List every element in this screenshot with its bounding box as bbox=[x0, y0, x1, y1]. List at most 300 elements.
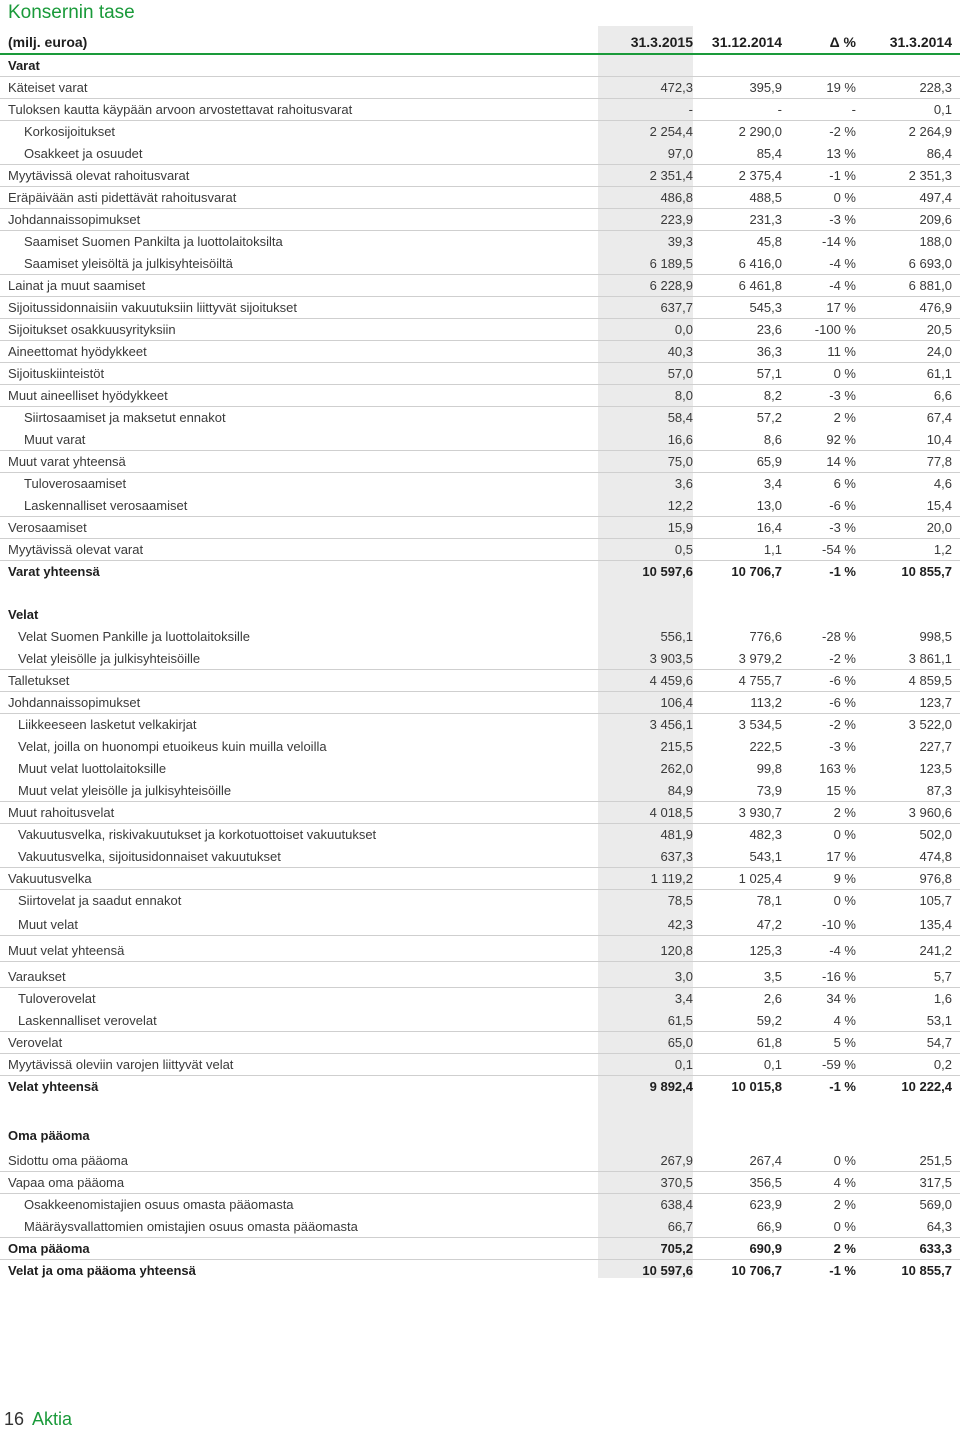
value-31-3-2014: 87,3 bbox=[926, 783, 952, 798]
value-31-12-2014: 3 534,5 bbox=[738, 717, 782, 732]
row-label: Velat yhteensä bbox=[8, 1079, 99, 1094]
value-change-pct: 0 % bbox=[833, 893, 856, 908]
table-row bbox=[0, 604, 960, 625]
value-31-3-2014: 569,0 bbox=[919, 1197, 952, 1212]
table-row bbox=[0, 99, 960, 121]
value-31-12-2014: 73,9 bbox=[756, 783, 782, 798]
value-31-3-2015: 637,7 bbox=[660, 300, 693, 315]
value-31-3-2015: 75,0 bbox=[667, 454, 693, 469]
value-31-3-2015: 3,4 bbox=[674, 991, 693, 1006]
table-row bbox=[0, 1054, 960, 1076]
value-31-3-2015: 215,5 bbox=[660, 739, 693, 754]
row-label: Myytävissä oleviin varojen liittyvät velat bbox=[8, 1057, 234, 1072]
table-row bbox=[0, 648, 960, 670]
row-label: Siirtosaamiset ja maksetut ennakot bbox=[24, 410, 226, 425]
value-31-3-2014: 64,3 bbox=[926, 1219, 952, 1234]
value-change-pct: 11 % bbox=[827, 344, 856, 359]
value-31-3-2015: 40,3 bbox=[667, 344, 693, 359]
value-change-pct: 17 % bbox=[826, 849, 856, 864]
row-label: Johdannaissopimukset bbox=[8, 695, 141, 710]
value-31-3-2014: 135,4 bbox=[919, 917, 952, 932]
row-label: Muut varat bbox=[24, 432, 86, 447]
value-31-3-2015: 39,3 bbox=[667, 234, 693, 249]
value-31-3-2015: 556,1 bbox=[660, 629, 693, 644]
value-31-3-2014: 476,9 bbox=[919, 300, 952, 315]
value-change-pct: 17 % bbox=[826, 300, 856, 315]
row-label: Velat Suomen Pankille ja luottolaitoksille bbox=[18, 629, 250, 644]
row-label: Liikkeeseen lasketut velkakirjat bbox=[18, 717, 197, 732]
value-31-3-2015: 0,5 bbox=[674, 542, 693, 557]
row-label: Sijoitukset osakkuusyrityksiin bbox=[8, 322, 176, 337]
table-row bbox=[0, 319, 960, 341]
header-unit-label: (milj. euroa) bbox=[8, 34, 88, 50]
value-31-12-2014: 356,5 bbox=[749, 1175, 782, 1190]
value-31-12-2014: 482,3 bbox=[749, 827, 782, 842]
value-31-12-2014: 623,9 bbox=[749, 1197, 782, 1212]
table-header bbox=[0, 30, 960, 54]
table-row bbox=[0, 824, 960, 845]
value-31-3-2014: 317,5 bbox=[919, 1175, 952, 1190]
value-31-12-2014: 66,9 bbox=[756, 1219, 782, 1234]
table-row bbox=[0, 473, 960, 494]
value-change-pct: -59 % bbox=[822, 1057, 856, 1072]
table-row bbox=[0, 714, 960, 735]
value-31-3-2014: 6 693,0 bbox=[908, 256, 952, 271]
value-31-12-2014: 222,5 bbox=[749, 739, 782, 754]
value-31-3-2014: 4 859,5 bbox=[908, 673, 952, 688]
value-31-3-2015: 1 119,2 bbox=[650, 871, 693, 886]
value-31-12-2014: 8,2 bbox=[763, 388, 782, 403]
value-change-pct: -1 % bbox=[829, 564, 856, 579]
row-label: Velat, joilla on huonompi etuoikeus kuin muilla veloilla bbox=[18, 739, 327, 754]
value-31-3-2015: 84,9 bbox=[667, 783, 693, 798]
table-row bbox=[0, 1076, 960, 1097]
table-row bbox=[0, 988, 960, 1009]
value-31-12-2014: 6 461,8 bbox=[738, 278, 782, 293]
value-31-3-2015: 267,9 bbox=[660, 1153, 693, 1168]
page-footer bbox=[4, 1406, 72, 1432]
value-change-pct: -6 % bbox=[829, 673, 856, 688]
value-31-3-2015: 2 254,4 bbox=[649, 124, 693, 139]
value-change-pct: -2 % bbox=[829, 651, 856, 666]
table-row bbox=[0, 253, 960, 275]
value-change-pct: 0 % bbox=[833, 1153, 856, 1168]
table-row bbox=[0, 1150, 960, 1172]
value-31-3-2014: 1,2 bbox=[933, 542, 952, 557]
row-label: Vakuutusvelka bbox=[8, 871, 92, 886]
value-31-12-2014: 488,5 bbox=[749, 190, 782, 205]
value-31-12-2014: 10 706,7 bbox=[731, 564, 782, 579]
row-label: Käteiset varat bbox=[8, 80, 88, 95]
value-31-3-2015: 705,2 bbox=[660, 1241, 693, 1256]
row-label: Oma pääoma bbox=[8, 1128, 90, 1143]
value-31-3-2014: 86,4 bbox=[926, 146, 952, 161]
value-31-3-2015: 16,6 bbox=[667, 432, 693, 447]
value-31-3-2014: 1,6 bbox=[933, 991, 952, 1006]
row-label: Talletukset bbox=[8, 673, 70, 688]
value-31-3-2014: 976,8 bbox=[919, 871, 952, 886]
value-31-3-2014: 20,5 bbox=[926, 322, 952, 337]
value-change-pct: -3 % bbox=[829, 520, 856, 535]
value-31-3-2014: 0,1 bbox=[933, 102, 952, 117]
row-label: Muut rahoitusvelat bbox=[8, 805, 115, 820]
row-label: Muut aineelliset hyödykkeet bbox=[8, 388, 168, 403]
value-31-3-2014: 10 855,7 bbox=[901, 564, 952, 579]
value-31-3-2015: 638,4 bbox=[660, 1197, 693, 1212]
table-row bbox=[0, 517, 960, 539]
value-31-3-2014: 61,1 bbox=[926, 366, 952, 381]
value-31-3-2014: 209,6 bbox=[919, 212, 952, 227]
page-number: 16 bbox=[4, 1409, 25, 1429]
value-change-pct: 34 % bbox=[826, 991, 856, 1006]
value-change-pct: -3 % bbox=[829, 212, 856, 227]
table-row bbox=[0, 670, 960, 692]
value-31-3-2014: 502,0 bbox=[919, 827, 952, 842]
value-change-pct: 0 % bbox=[833, 1219, 856, 1234]
value-change-pct: -1 % bbox=[829, 1263, 856, 1278]
value-31-12-2014: 10 015,8 bbox=[731, 1079, 782, 1094]
value-31-12-2014: 85,4 bbox=[756, 146, 782, 161]
table-row bbox=[0, 914, 960, 936]
value-31-3-2015: 3,0 bbox=[674, 969, 693, 984]
value-31-3-2015: 9 892,4 bbox=[649, 1079, 693, 1094]
value-31-3-2014: 6 881,0 bbox=[908, 278, 952, 293]
value-31-12-2014: 8,6 bbox=[763, 432, 782, 447]
value-change-pct: 163 % bbox=[819, 761, 856, 776]
value-31-3-2014: 77,8 bbox=[926, 454, 952, 469]
value-31-3-2015: 481,9 bbox=[660, 827, 693, 842]
row-label: Muut velat luottolaitoksille bbox=[18, 761, 167, 776]
value-31-3-2014: 3 960,6 bbox=[908, 805, 952, 820]
value-31-3-2015: 4 018,5 bbox=[649, 805, 693, 820]
table-row bbox=[0, 1032, 960, 1054]
value-31-3-2015: 3 456,1 bbox=[649, 717, 693, 732]
row-label: Aineettomat hyödykkeet bbox=[8, 344, 147, 359]
table-row bbox=[0, 802, 960, 824]
value-change-pct: 14 % bbox=[826, 454, 856, 469]
value-31-3-2015: 4 459,6 bbox=[649, 673, 693, 688]
value-31-3-2015: 223,9 bbox=[660, 212, 693, 227]
table-row bbox=[0, 121, 960, 142]
table-row bbox=[0, 846, 960, 868]
value-31-3-2014: 497,4 bbox=[919, 190, 952, 205]
row-label: Muut velat yleisölle ja julkisyhteisöille bbox=[18, 783, 232, 798]
table-row bbox=[0, 209, 960, 231]
value-31-3-2015: 97,0 bbox=[667, 146, 693, 161]
value-change-pct: -4 % bbox=[829, 278, 856, 293]
row-label: Laskennalliset verosaamiset bbox=[24, 498, 188, 513]
value-31-12-2014: - bbox=[777, 102, 782, 117]
value-change-pct: 2 % bbox=[833, 805, 856, 820]
value-31-12-2014: 45,8 bbox=[756, 234, 782, 249]
table-row bbox=[0, 1194, 960, 1215]
table-row bbox=[0, 868, 960, 890]
row-label: Muut velat bbox=[18, 917, 78, 932]
value-31-12-2014: 1,1 bbox=[763, 542, 782, 557]
value-change-pct: - bbox=[851, 102, 856, 117]
row-label: Muut velat yhteensä bbox=[8, 943, 125, 958]
value-31-3-2014: 188,0 bbox=[919, 234, 952, 249]
table-row bbox=[0, 1125, 960, 1146]
value-31-3-2015: 66,7 bbox=[667, 1219, 693, 1234]
value-31-12-2014: 267,4 bbox=[749, 1153, 782, 1168]
table-row bbox=[0, 275, 960, 297]
value-31-12-2014: 13,0 bbox=[756, 498, 782, 513]
value-31-3-2015: 106,4 bbox=[660, 695, 693, 710]
table-row bbox=[0, 341, 960, 363]
value-31-3-2014: 228,3 bbox=[919, 80, 952, 95]
value-31-12-2014: 99,8 bbox=[756, 761, 782, 776]
table-row bbox=[0, 539, 960, 561]
value-change-pct: 9 % bbox=[833, 871, 856, 886]
table-row bbox=[0, 1238, 960, 1260]
value-31-12-2014: 231,3 bbox=[749, 212, 782, 227]
table-row bbox=[0, 297, 960, 319]
row-label: Sijoitussidonnaisiin vakuutuksiin liittyvät sijoitukset bbox=[8, 300, 298, 315]
value-change-pct: 6 % bbox=[833, 476, 856, 491]
value-31-12-2014: 57,1 bbox=[756, 366, 782, 381]
header-col-change-pct: Δ % bbox=[829, 34, 856, 50]
table-row bbox=[0, 966, 960, 988]
row-label: Vapaa oma pääoma bbox=[8, 1175, 125, 1190]
value-31-12-2014: 61,8 bbox=[756, 1035, 782, 1050]
row-label: Vakuutusvelka, sijoitusidonnaiset vakuutukset bbox=[18, 849, 281, 864]
value-31-12-2014: 776,6 bbox=[749, 629, 782, 644]
row-label: Johdannaissopimukset bbox=[8, 212, 141, 227]
row-label: Varaukset bbox=[8, 969, 66, 984]
value-change-pct: -1 % bbox=[829, 168, 856, 183]
row-label: Saamiset yleisöltä ja julkisyhteisöiltä bbox=[24, 256, 233, 271]
value-31-3-2015: 120,8 bbox=[660, 943, 693, 958]
value-31-3-2014: 10 855,7 bbox=[901, 1263, 952, 1278]
row-label: Siirtovelat ja saadut ennakot bbox=[18, 893, 182, 908]
value-31-12-2014: 690,9 bbox=[749, 1241, 782, 1256]
value-change-pct: 92 % bbox=[826, 432, 856, 447]
value-31-3-2015: 42,3 bbox=[667, 917, 693, 932]
row-label: Varat yhteensä bbox=[8, 564, 100, 579]
value-change-pct: 0 % bbox=[833, 827, 856, 842]
table-row bbox=[0, 561, 960, 582]
value-31-3-2014: 5,7 bbox=[933, 969, 952, 984]
row-label: Verosaamiset bbox=[8, 520, 87, 535]
value-31-12-2014: 36,3 bbox=[756, 344, 782, 359]
table-row bbox=[0, 890, 960, 911]
value-31-12-2014: 2 375,4 bbox=[738, 168, 782, 183]
value-31-3-2015: 12,2 bbox=[667, 498, 693, 513]
value-31-12-2014: 3 979,2 bbox=[738, 651, 782, 666]
value-change-pct: -3 % bbox=[829, 739, 856, 754]
value-31-3-2014: 3 861,1 bbox=[908, 651, 952, 666]
value-31-12-2014: 4 755,7 bbox=[738, 673, 782, 688]
value-31-3-2015: 0,0 bbox=[674, 322, 693, 337]
row-label: Sijoituskiinteistöt bbox=[8, 366, 105, 381]
value-31-3-2015: 486,8 bbox=[660, 190, 693, 205]
value-31-3-2015: 6 189,5 bbox=[649, 256, 693, 271]
value-31-12-2014: 16,4 bbox=[756, 520, 782, 535]
value-31-3-2015: 8,0 bbox=[674, 388, 693, 403]
value-31-3-2014: 474,8 bbox=[919, 849, 952, 864]
value-change-pct: -28 % bbox=[822, 629, 856, 644]
header-col-31-3-2015: 31.3.2015 bbox=[630, 34, 693, 50]
row-label: Tuloverovelat bbox=[18, 991, 96, 1006]
table-row bbox=[0, 407, 960, 428]
row-label: Sidottu oma pääoma bbox=[8, 1153, 128, 1168]
value-31-3-2015: 10 597,6 bbox=[642, 1263, 693, 1278]
value-31-3-2015: 472,3 bbox=[660, 80, 693, 95]
row-label: Eräpäivään asti pidettävät rahoitusvarat bbox=[8, 190, 237, 205]
value-change-pct: -10 % bbox=[822, 917, 856, 932]
value-31-3-2015: 3 903,5 bbox=[649, 651, 693, 666]
value-31-12-2014: 10 706,7 bbox=[731, 1263, 782, 1278]
row-label: Saamiset Suomen Pankilta ja luottolaitoksilta bbox=[24, 234, 283, 249]
row-label: Määräysvallattomien omistajien osuus omasta pääomasta bbox=[24, 1219, 358, 1234]
value-31-3-2015: 0,1 bbox=[674, 1057, 693, 1072]
row-label: Korkosijoitukset bbox=[24, 124, 116, 139]
value-31-3-2014: 123,7 bbox=[919, 695, 952, 710]
row-label: Vakuutusvelka, riskivakuutukset ja korkotuottoiset vakuutukset bbox=[18, 827, 377, 842]
row-label: Osakkeet ja osuudet bbox=[24, 146, 143, 161]
value-31-3-2015: 2 351,4 bbox=[649, 168, 693, 183]
row-label: Verovelat bbox=[8, 1035, 63, 1050]
value-31-3-2015: 10 597,6 bbox=[642, 564, 693, 579]
value-change-pct: -6 % bbox=[829, 695, 856, 710]
value-31-3-2014: 10 222,4 bbox=[901, 1079, 952, 1094]
value-change-pct: 19 % bbox=[826, 80, 856, 95]
value-change-pct: -100 % bbox=[814, 322, 856, 337]
value-31-3-2014: 6,6 bbox=[933, 388, 952, 403]
value-31-12-2014: 3,5 bbox=[763, 969, 782, 984]
value-change-pct: -2 % bbox=[829, 717, 856, 732]
value-31-12-2014: 395,9 bbox=[749, 80, 782, 95]
value-31-12-2014: 113,2 bbox=[750, 695, 782, 710]
value-change-pct: 13 % bbox=[826, 146, 856, 161]
value-31-12-2014: 3,4 bbox=[763, 476, 782, 491]
value-31-3-2014: 105,7 bbox=[919, 893, 952, 908]
value-31-3-2015: 58,4 bbox=[667, 410, 693, 425]
value-31-3-2014: 2 264,9 bbox=[908, 124, 952, 139]
value-31-12-2014: 59,2 bbox=[756, 1013, 782, 1028]
row-label: Myytävissä olevat rahoitusvarat bbox=[8, 168, 190, 183]
table-row bbox=[0, 1010, 960, 1032]
value-31-3-2015: 6 228,9 bbox=[649, 278, 693, 293]
value-31-3-2015: 370,5 bbox=[660, 1175, 693, 1190]
value-31-12-2014: 2,6 bbox=[763, 991, 782, 1006]
table-row bbox=[0, 1216, 960, 1238]
table-row bbox=[0, 77, 960, 99]
value-change-pct: 2 % bbox=[833, 410, 856, 425]
row-label: Osakkeenomistajien osuus omasta pääomasta bbox=[24, 1197, 294, 1212]
value-31-3-2014: 2 351,3 bbox=[908, 168, 952, 183]
value-31-12-2014: 545,3 bbox=[749, 300, 782, 315]
value-31-3-2014: 998,5 bbox=[919, 629, 952, 644]
table-row bbox=[0, 780, 960, 802]
value-31-12-2014: 0,1 bbox=[763, 1057, 782, 1072]
table-row bbox=[0, 736, 960, 757]
table-row bbox=[0, 758, 960, 779]
value-31-12-2014: 6 416,0 bbox=[738, 256, 782, 271]
value-change-pct: -1 % bbox=[829, 1079, 856, 1094]
value-31-12-2014: 543,1 bbox=[749, 849, 782, 864]
value-31-3-2015: 637,3 bbox=[660, 849, 693, 864]
value-change-pct: -4 % bbox=[829, 943, 856, 958]
value-31-3-2015: 78,5 bbox=[667, 893, 693, 908]
value-31-3-2015: 61,5 bbox=[667, 1013, 693, 1028]
row-label: Tuloksen kautta käypään arvoon arvostettavat rahoitusvarat bbox=[8, 102, 353, 117]
value-31-3-2015: 3,6 bbox=[674, 476, 693, 491]
table-row bbox=[0, 626, 960, 647]
row-label: Velat yleisölle ja julkisyhteisöille bbox=[18, 651, 201, 666]
table-row bbox=[0, 187, 960, 209]
value-change-pct: -14 % bbox=[822, 234, 856, 249]
row-label: Myytävissä olevat varat bbox=[8, 542, 144, 557]
value-change-pct: 5 % bbox=[833, 1035, 856, 1050]
value-31-12-2014: 57,2 bbox=[756, 410, 782, 425]
value-31-12-2014: 47,2 bbox=[756, 917, 782, 932]
publication-name: Aktia bbox=[32, 1409, 73, 1429]
row-label: Tuloverosaamiset bbox=[24, 476, 127, 491]
row-label: Oma pääoma bbox=[8, 1241, 90, 1256]
value-change-pct: -54 % bbox=[822, 542, 856, 557]
value-31-3-2014: 227,7 bbox=[919, 739, 952, 754]
row-label: Velat bbox=[8, 607, 39, 622]
value-change-pct: -6 % bbox=[829, 498, 856, 513]
value-31-3-2014: 123,5 bbox=[919, 761, 952, 776]
table-row bbox=[0, 429, 960, 451]
value-31-3-2014: 20,0 bbox=[926, 520, 952, 535]
table-row bbox=[0, 231, 960, 252]
table-row bbox=[0, 363, 960, 385]
row-label: Muut varat yhteensä bbox=[8, 454, 126, 469]
value-change-pct: 0 % bbox=[833, 190, 856, 205]
value-change-pct: 4 % bbox=[833, 1013, 856, 1028]
value-31-3-2015: 65,0 bbox=[667, 1035, 693, 1050]
row-label: Lainat ja muut saamiset bbox=[8, 278, 146, 293]
value-31-12-2014: 2 290,0 bbox=[738, 124, 782, 139]
table-row bbox=[0, 55, 960, 77]
value-31-3-2014: 251,5 bbox=[919, 1153, 952, 1168]
value-31-12-2014: 78,1 bbox=[756, 893, 782, 908]
table-row bbox=[0, 1260, 960, 1281]
row-label: Velat ja oma pääoma yhteensä bbox=[8, 1263, 196, 1278]
table-row bbox=[0, 692, 960, 714]
value-change-pct: -2 % bbox=[829, 124, 856, 139]
value-change-pct: 15 % bbox=[826, 783, 856, 798]
value-31-3-2014: 15,4 bbox=[926, 498, 952, 513]
table-row bbox=[0, 165, 960, 187]
value-31-3-2014: 53,1 bbox=[926, 1013, 952, 1028]
value-31-3-2014: 633,3 bbox=[919, 1241, 952, 1256]
page-title: Konsernin tase bbox=[8, 2, 135, 23]
table-row bbox=[0, 451, 960, 473]
value-change-pct: 2 % bbox=[833, 1241, 856, 1256]
value-31-3-2015: 57,0 bbox=[667, 366, 693, 381]
value-change-pct: -3 % bbox=[829, 388, 856, 403]
table-row bbox=[0, 385, 960, 407]
value-31-3-2014: 24,0 bbox=[926, 344, 952, 359]
value-change-pct: 4 % bbox=[833, 1175, 856, 1190]
row-label: Varat bbox=[8, 58, 40, 73]
table-row bbox=[0, 1172, 960, 1194]
table-row bbox=[0, 143, 960, 165]
value-change-pct: -16 % bbox=[822, 969, 856, 984]
value-change-pct: -4 % bbox=[829, 256, 856, 271]
value-31-3-2014: 54,7 bbox=[926, 1035, 952, 1050]
value-31-3-2015: 15,9 bbox=[667, 520, 693, 535]
value-31-3-2014: 4,6 bbox=[933, 476, 952, 491]
table-row bbox=[0, 495, 960, 517]
row-label: Laskennalliset verovelat bbox=[18, 1013, 157, 1028]
header-col-31-3-2014: 31.3.2014 bbox=[889, 34, 952, 50]
